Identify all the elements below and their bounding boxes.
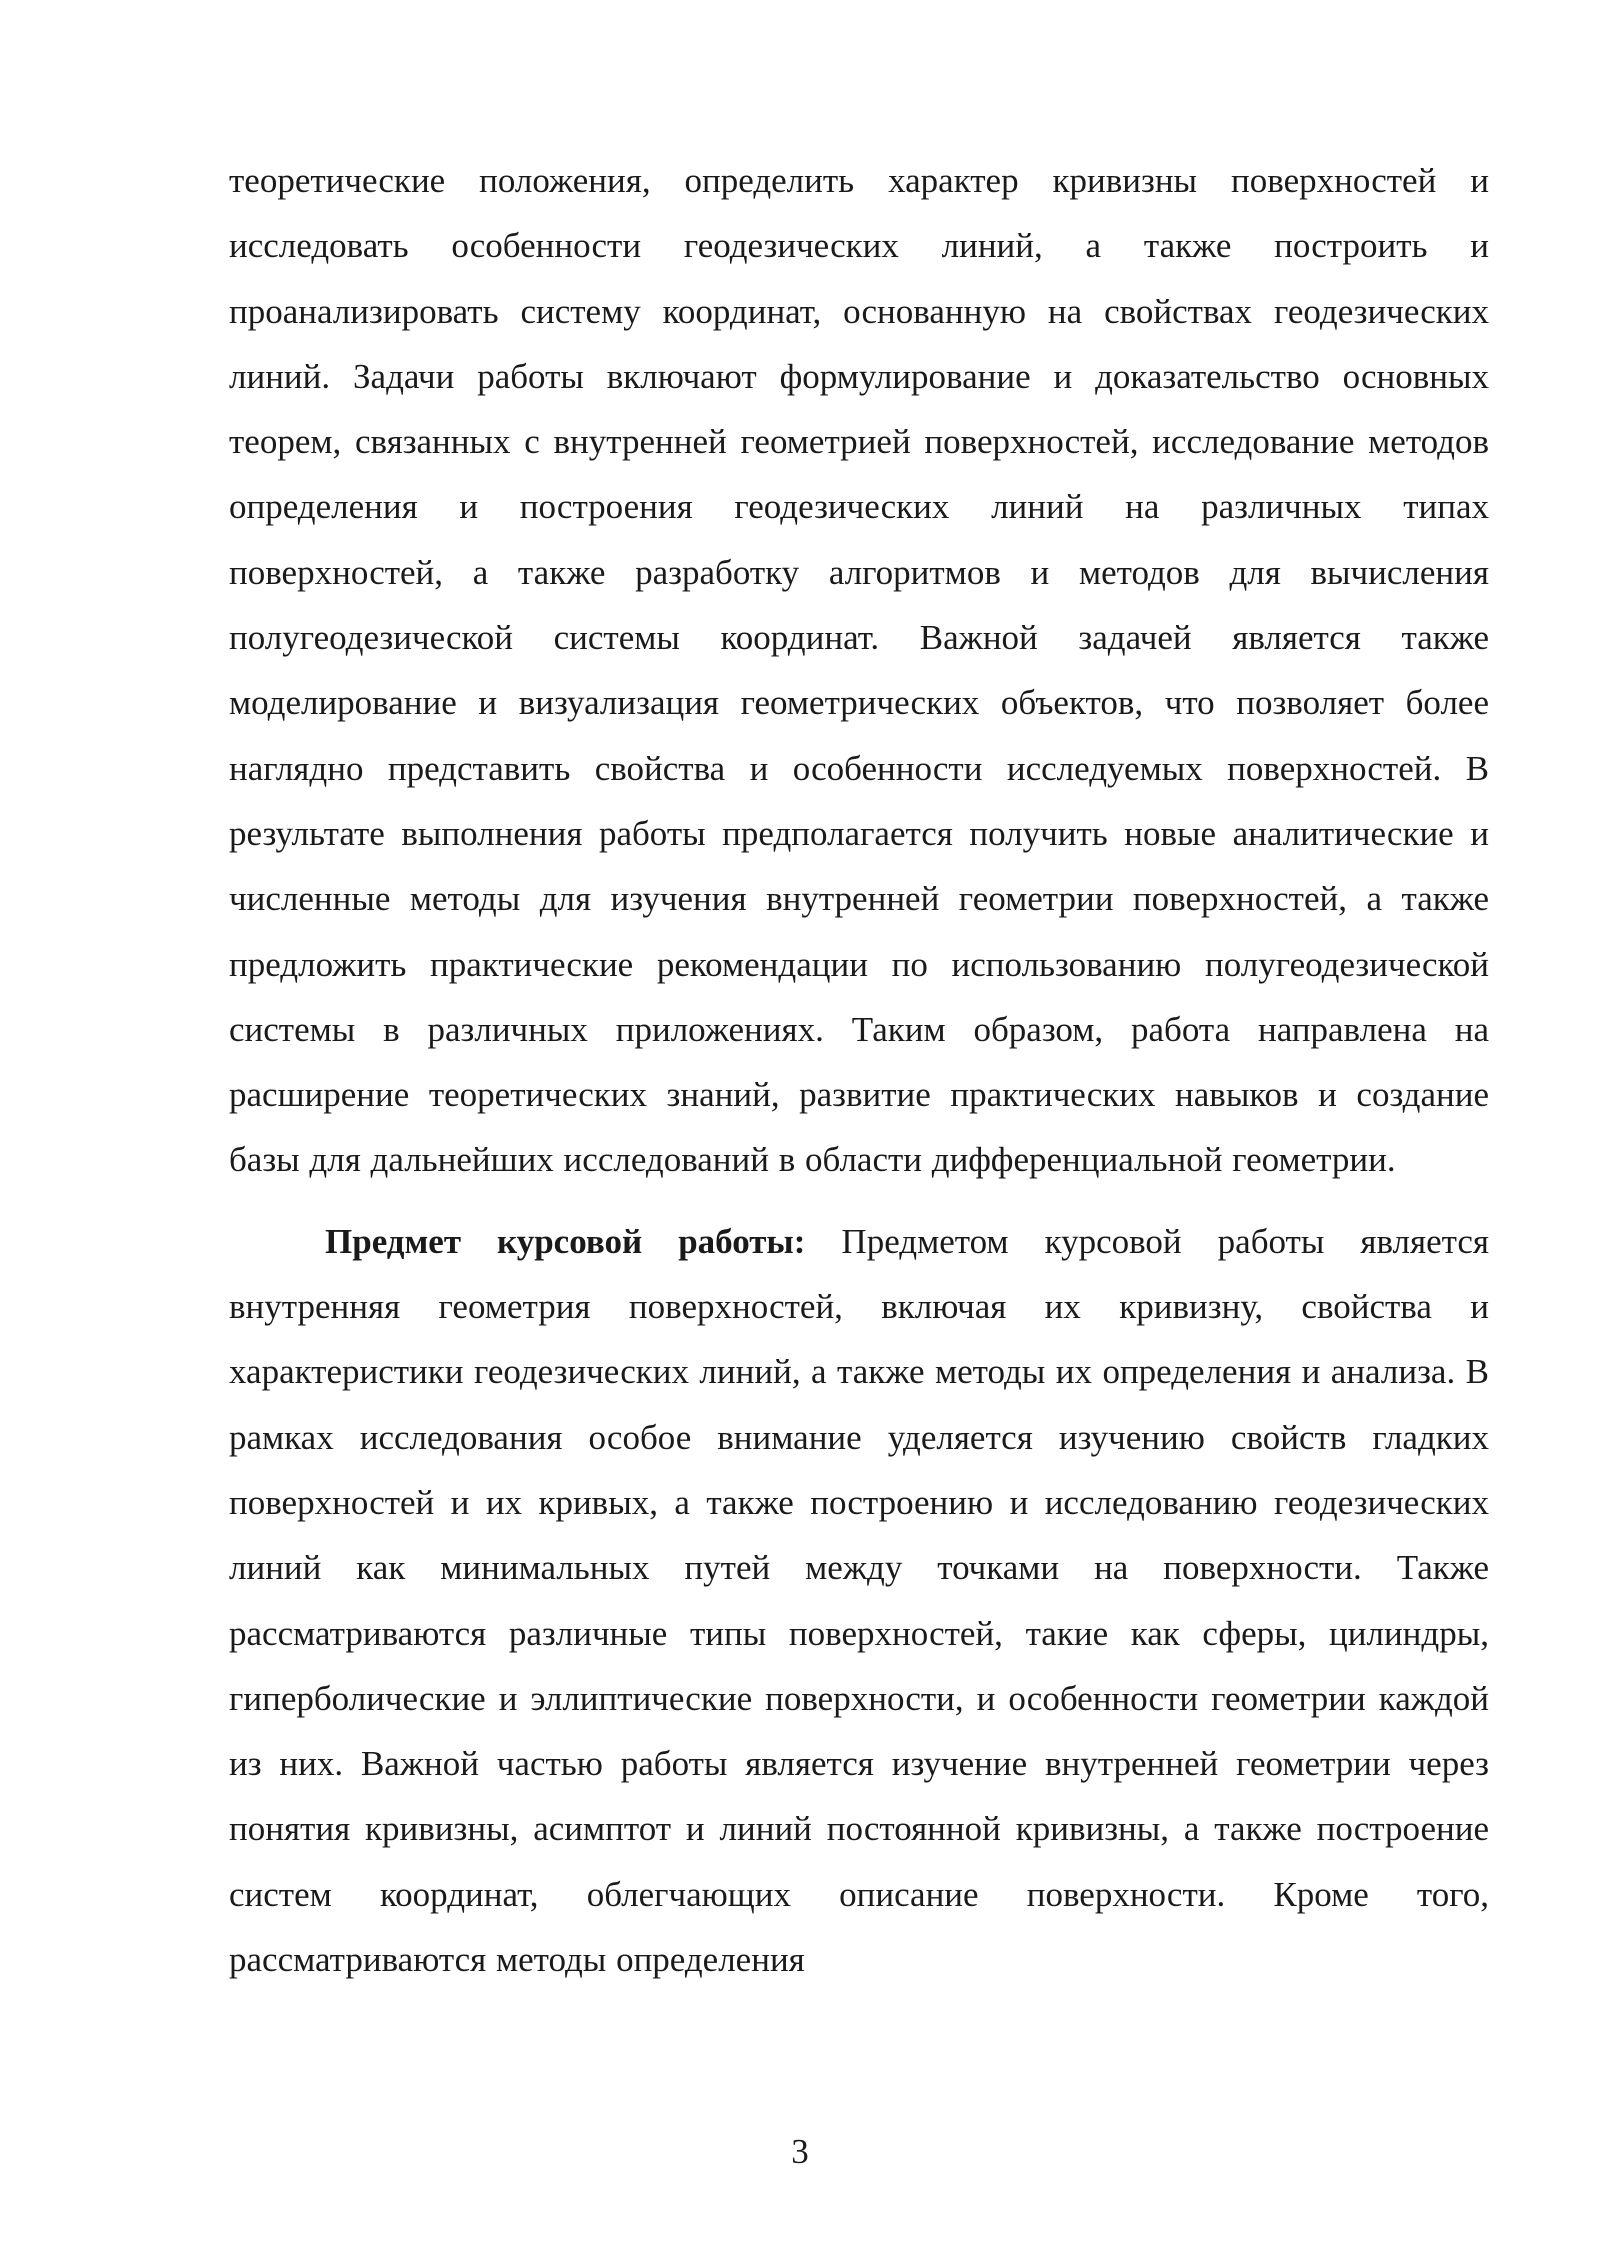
subject-heading: Предмет курсовой работы: — [325, 1221, 806, 1261]
paragraph-subject — [229, 1209, 1489, 1993]
subject-text: Предметом курсовой работы является внутренняя геометрия поверхностей, включая их кривизну, свойства и характеристики геодезических линий, а также методы их определения и анализа. В рамках исследования особое внимание уделяется изучению свойств гладких поверхностей и их кривых, а также построению и исследованию геодезических линий как минимальных путей между точками на поверхности. Также рассматриваются различные типы поверхностей, такие как сферы, цилиндры, гиперболические и эллиптические поверхности, и особенности геометрии каждой из них. Важной частью работы является изучение внутренней геометрии через понятия кривизны, асимптот и линий постоянной кривизны, а также построение систем координат, облегчающих описание поверхности. Кроме того, рассматриваются методы определения — [229, 1221, 1489, 1980]
page-number: 3 — [791, 2132, 809, 2171]
paragraph-goals-continuation: теоретические положения, определить характер кривизны поверхностей и исследовать особенности геодезических линий, а также построить и проанализировать систему координат, основанную на свойствах геодезических линий. Задачи работы включают формулирование и доказательство основных теорем, связанных с внутренней геометрией поверхностей, исследование методов определения и построения геодезических линий на различных типах поверхностей, а также разработку алгоритмов и методов для вычисления полугеодезической системы координат. Важной задачей является также моделирование и визуализация геометрических объектов, что позволяет более наглядно представить свойства и особенности исследуемых поверхностей. В результате выполнения работы предполагается получить новые аналитические и численные методы для изучения внутренней геометрии поверхностей, а также предложить практические рекомендации по использованию полугеодезической системы в различных приложениях. Таким образом, работа направлена на расширение теоретических знаний, развитие практических навыков и создание базы для дальнейших исследований в области дифференциальной геометрии. — [229, 161, 1489, 1180]
document-body — [229, 148, 1489, 1992]
